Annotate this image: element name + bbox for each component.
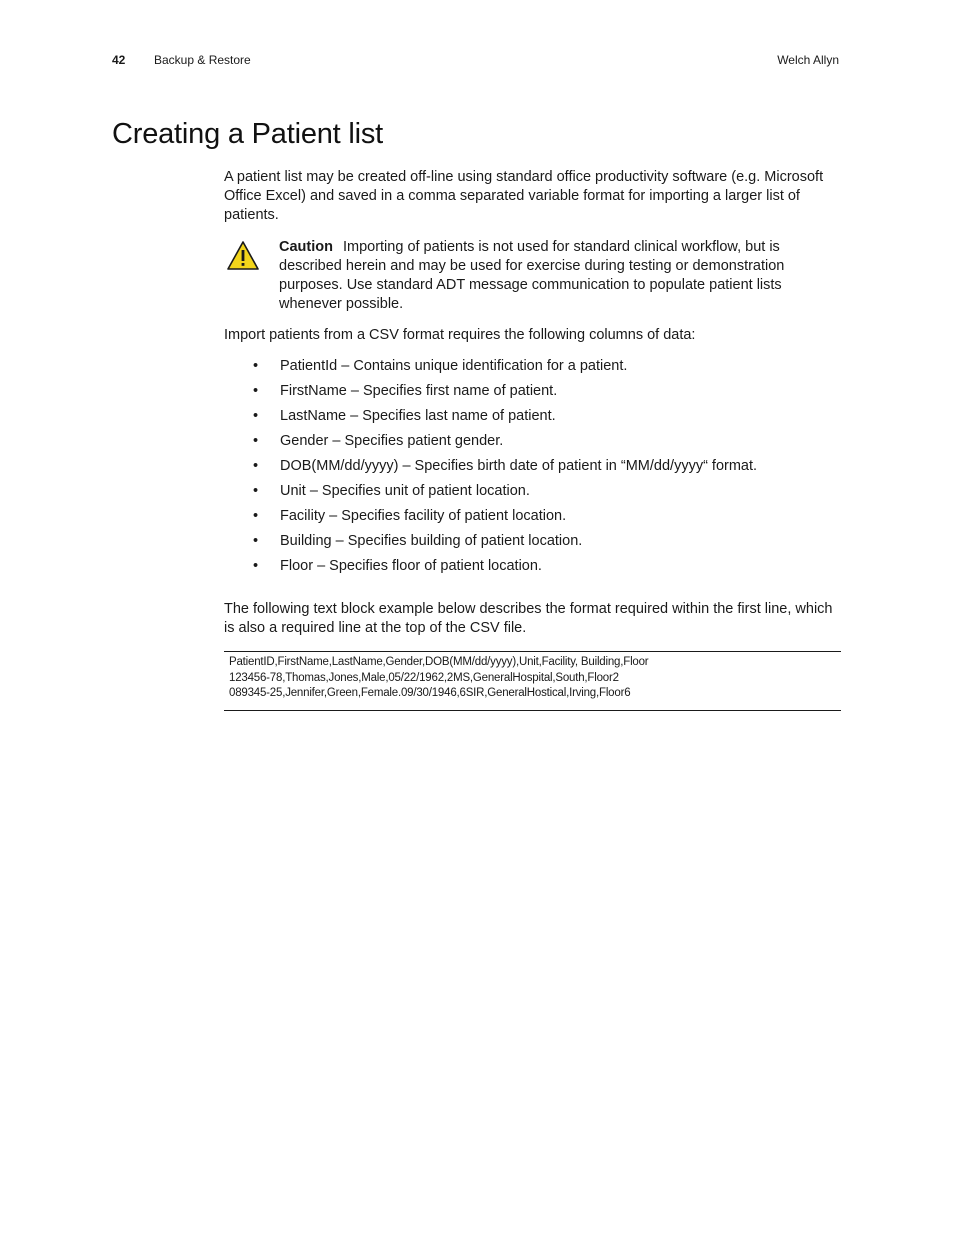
list-item — [224, 507, 842, 532]
caution-text — [279, 238, 842, 314]
intro-paragraph: A patient list may be created off-line using standard office productivity software (e.g. Microsoft Office Excel) and saved in a comma separated variable format for importing a larger list of patients. — [224, 169, 824, 223]
main-content — [224, 168, 842, 711]
code-line: 089345-25,Jennifer,Green,Female.09/30/1946,6SIR,GeneralHostical,Irving,Floor6 — [229, 687, 631, 699]
bullet-icon: • — [253, 508, 259, 524]
list-item — [224, 357, 842, 382]
list-item-text: PatientId – Contains unique identification for a patient. — [280, 358, 628, 374]
bullet-icon: • — [253, 408, 259, 424]
list-item-text: DOB(MM/dd/yyyy) – Specifies birth date of patient in “MM/dd/yyyy“ format. — [280, 458, 758, 474]
caution-box — [224, 238, 842, 314]
list-item-text: Unit – Specifies unit of patient location. — [280, 483, 530, 499]
list-item-text: Facility – Specifies facility of patient location. — [280, 508, 567, 524]
brand-name: Welch Allyn — [777, 53, 839, 67]
list-item — [224, 532, 842, 557]
column-list — [224, 357, 842, 582]
list-item — [224, 457, 842, 482]
import-intro-paragraph: Import patients from a CSV format requires the following columns of data: — [224, 327, 696, 343]
list-item-text: Gender – Specifies patient gender. — [280, 433, 504, 449]
code-line: PatientID,FirstName,LastName,Gender,DOB(MM/dd/yyyy),Unit,Facility, Building,Floor — [229, 656, 649, 668]
bullet-icon: • — [253, 383, 259, 399]
caution-label: Caution — [279, 239, 333, 255]
list-item-text: Building – Specifies building of patient location. — [280, 533, 583, 549]
section-name: Backup & Restore — [154, 53, 251, 67]
page-header — [112, 53, 839, 69]
format-intro-paragraph: The following text block example below describes the format required within the first line, which is also a required line at the top of the CSV file. — [224, 601, 833, 636]
list-item — [224, 382, 842, 407]
list-item-text: FirstName – Specifies first name of patient. — [280, 383, 558, 399]
bullet-icon: • — [253, 558, 259, 574]
bullet-icon: • — [253, 458, 259, 474]
caution-body: Importing of patients is not used for standard clinical workflow, but is described herein and may be used for exercise during testing or demonstration purposes. Use standard ADT message communication to populate patient lists whenever possible. — [279, 239, 785, 312]
page-number: 42 — [112, 53, 126, 67]
list-item — [224, 557, 842, 582]
csv-example-block — [224, 651, 841, 711]
bullet-icon: • — [253, 358, 259, 374]
warning-triangle-icon — [226, 240, 260, 271]
list-item-text: Floor – Specifies floor of patient location. — [280, 558, 542, 574]
bullet-icon: • — [253, 433, 259, 449]
page-title: Creating a Patient list — [112, 118, 384, 150]
list-item — [224, 407, 842, 432]
bullet-icon: • — [253, 533, 259, 549]
bullet-icon: • — [253, 483, 259, 499]
list-item — [224, 482, 842, 507]
list-item-text: LastName – Specifies last name of patient. — [280, 408, 556, 424]
list-item — [224, 432, 842, 457]
code-line: 123456-78,Thomas,Jones,Male,05/22/1962,2MS,GeneralHospital,South,Floor2 — [229, 671, 619, 684]
